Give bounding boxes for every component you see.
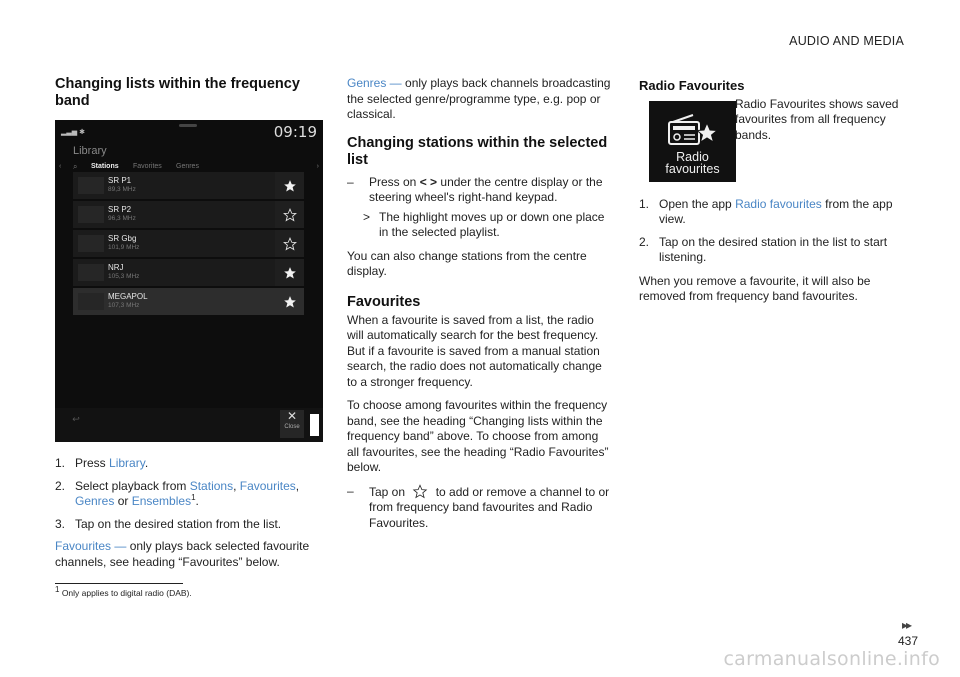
genres-description: Genres — only plays back channels broadcasting the selected genre/programme type, e.g. pop or classical. — [347, 76, 611, 121]
chevron-right-icon[interactable]: › — [316, 163, 319, 170]
genres-link[interactable]: Genres — [75, 494, 115, 508]
drag-handle[interactable] — [179, 124, 197, 127]
station-row[interactable] — [73, 172, 304, 199]
favourite-star-button[interactable] — [275, 201, 304, 228]
close-label: Close — [284, 424, 300, 430]
back-button[interactable] — [65, 412, 87, 436]
star-outline-icon — [412, 484, 428, 499]
library-link[interactable]: Library — [109, 456, 145, 470]
station-thumbnail — [78, 177, 104, 194]
station-row[interactable] — [73, 230, 304, 257]
list-item: 1. Open the app Radio favourites from the app view. — [639, 196, 893, 226]
back-arrow-icon: ↩ — [72, 414, 80, 424]
station-frequency: 89,3 MHz — [108, 186, 136, 193]
genres-term: Genres — — [347, 76, 402, 90]
tab-genres[interactable]: Genres — [176, 163, 199, 170]
favourites-paragraph-1: When a favourite is saved from a list, the radio will automatically search for the best frequency. But if a favourite is saved from a manual station search, the radio does not automatically change to a stronger frequency. — [347, 312, 602, 389]
clock: 09:19 — [273, 123, 317, 141]
column-3 — [639, 76, 901, 313]
favourites-paragraph-2: To choose among favourites within the frequency band, see the heading “Changing lists within the frequency band” above. To choose from among all favourites, see the heading “Radio Favourites” below. — [347, 398, 609, 474]
station-name: MEGAPOL — [108, 292, 148, 301]
list-item: 2. Tap on the desired station in the list to start listening. — [639, 234, 888, 264]
tab-stations[interactable]: Stations — [91, 159, 119, 177]
station-frequency: 105,3 MHz — [108, 273, 140, 280]
favourites-term: Favourites — — [55, 539, 127, 553]
favourite-star-button[interactable] — [275, 230, 304, 257]
search-icon[interactable]: ⌕ — [73, 162, 78, 171]
star-filled-icon — [283, 295, 297, 309]
station-row[interactable] — [73, 201, 304, 228]
stations-link[interactable]: Stations — [189, 478, 234, 493]
station-frequency: 96,3 MHz — [108, 215, 136, 222]
remove-favourite-note: When you remove a favourite, it will also be removed from frequency band favourites. — [639, 273, 871, 303]
station-name: SR P1 — [108, 176, 132, 185]
watermark: carmanualsonline.info — [723, 648, 940, 670]
radio-favourites-app-icon: Radio favourites — [649, 101, 736, 182]
star-outline-icon — [283, 208, 297, 222]
station-thumbnail — [78, 235, 104, 252]
status-icons: ▂▃▅ ✱ — [61, 129, 85, 136]
station-thumbnail — [78, 293, 104, 310]
tab-favourites[interactable]: Favorites — [133, 163, 162, 170]
image-reference-tag — [310, 414, 319, 436]
footnote-divider — [55, 583, 183, 584]
station-thumbnail — [78, 206, 104, 223]
instruction-item: – Tap on to add or remove a channel to or from frequency band favourites and Radio Favourites. — [347, 483, 610, 530]
result-item: > The highlight moves up or down one place in the selected playlist. — [363, 209, 605, 239]
list-item: 2. Select playback from Stations, Favourites, Genres or Ensembles$^1$. — [55, 478, 300, 508]
favourite-star-button[interactable] — [275, 172, 304, 199]
screen-title: Library — [73, 145, 107, 157]
close-button[interactable] — [280, 410, 304, 438]
favourite-star-button[interactable] — [275, 288, 304, 315]
heading-radio-favourites: Radio Favourites — [639, 78, 745, 93]
footnote: $^1$ Only applies to digital radio (DAB). — [55, 585, 192, 598]
station-name: NRJ — [108, 263, 124, 272]
footnote-ref: 1 — [191, 493, 196, 502]
heading-changing-stations: Changing stations within the selected list — [347, 134, 608, 168]
page-number: 437 — [897, 634, 918, 648]
column-1 — [55, 76, 323, 578]
arrow-buttons-glyph: < > — [419, 174, 438, 189]
radio-favourites-description: Radio Favourites shows saved favourites from all frequency bands. — [735, 96, 899, 142]
star-filled-icon — [283, 266, 297, 280]
favourites-link[interactable]: Favourites — [239, 478, 296, 493]
radio-favourites-block — [639, 97, 901, 195]
station-frequency: 101,9 MHz — [108, 244, 140, 251]
list-item: 3. Tap on the desired station from the list. — [55, 516, 282, 531]
station-row[interactable] — [73, 259, 304, 286]
station-thumbnail — [78, 264, 104, 281]
favourites-description: Favourites — only plays back selected favourite channels, see heading “Favourites” below. — [55, 539, 310, 569]
next-page-arrows-icon[interactable]: ▸▸ — [901, 618, 910, 632]
radio-star-icon — [663, 111, 723, 151]
close-icon: ✕ — [286, 409, 298, 423]
instruction-item: – Press on < > under the centre display or the steering wheel's right-hand keypad. — [347, 174, 603, 204]
ensembles-link[interactable]: Ensembles — [131, 494, 192, 508]
steps-list — [639, 197, 901, 266]
station-row-highlighted[interactable] — [73, 288, 304, 315]
column-2 — [347, 76, 612, 535]
radio-favourites-link[interactable]: Radio favourites — [735, 196, 822, 211]
list-item: 1. Press Library. — [55, 456, 149, 470]
centre-display-note: You can also change stations from the centre display. — [347, 248, 587, 278]
steps-list — [55, 456, 323, 532]
star-outline-icon — [283, 237, 297, 251]
station-name: SR Gbg — [108, 234, 137, 243]
radio-library-screen — [55, 120, 323, 442]
screen-bottom-bar — [55, 408, 323, 442]
heading-changing-lists: Changing lists within the frequency band — [55, 76, 300, 109]
screen-tab-bar — [59, 159, 319, 171]
favourite-star-button[interactable] — [275, 259, 304, 286]
station-frequency: 107,3 MHz — [108, 302, 140, 309]
station-name: SR P2 — [108, 205, 132, 214]
heading-favourites: Favourites — [347, 293, 421, 310]
section-header: AUDIO AND MEDIA — [789, 34, 904, 48]
star-filled-icon — [283, 179, 297, 193]
chevron-left-icon[interactable]: ‹ — [59, 163, 62, 170]
